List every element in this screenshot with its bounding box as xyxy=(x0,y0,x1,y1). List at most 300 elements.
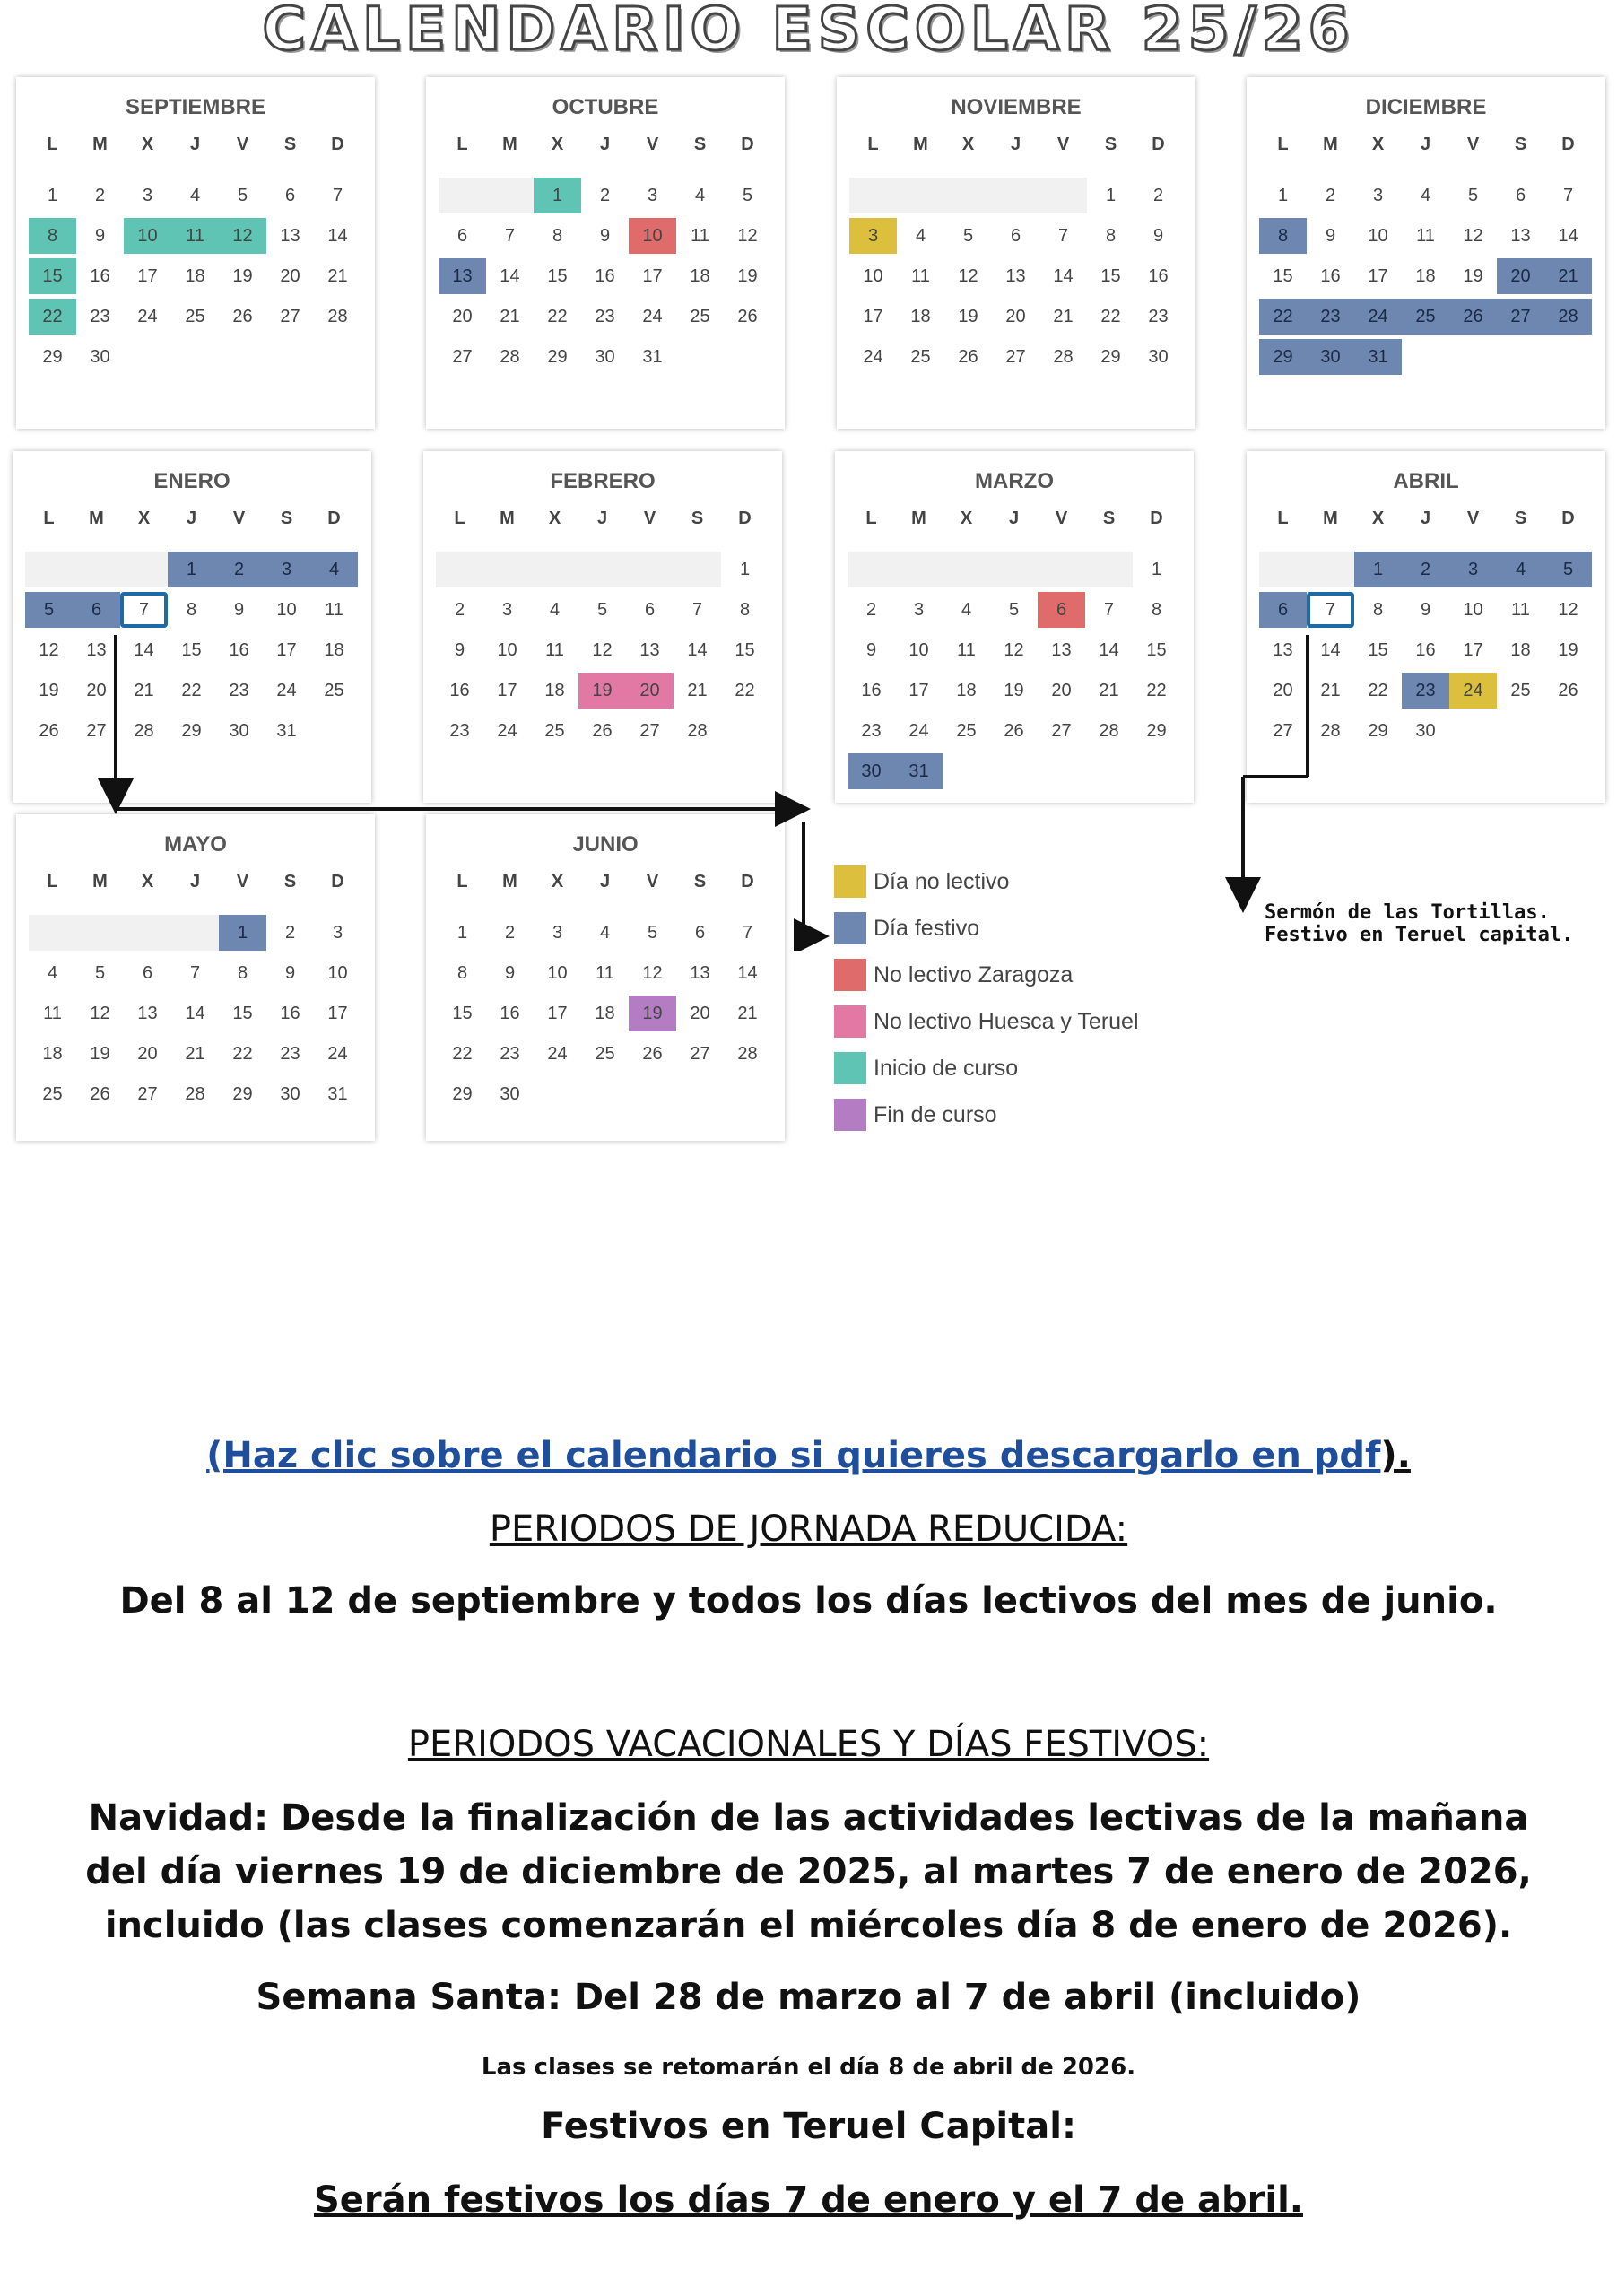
day-cell[interactable]: 9 xyxy=(284,963,296,983)
day-cell[interactable]: 17 xyxy=(1463,640,1483,660)
day-cell[interactable]: 16 xyxy=(500,1004,520,1023)
day-cell[interactable]: 18 xyxy=(42,1044,63,1064)
day-cell[interactable]: 26 xyxy=(232,307,253,326)
day-cell[interactable]: 16 xyxy=(1148,266,1169,286)
day-cell[interactable]: 17 xyxy=(908,681,929,700)
day-cell[interactable]: 14 xyxy=(1099,640,1119,660)
day-cell[interactable]: 19 xyxy=(958,307,978,326)
day-cell[interactable]: 22 xyxy=(1259,299,1307,335)
day-cell[interactable]: 21 xyxy=(1320,681,1341,700)
day-cell[interactable]: 30 xyxy=(90,347,110,367)
day-cell[interactable]: 7 xyxy=(120,592,168,628)
day-cell[interactable]: 15 xyxy=(1100,266,1121,286)
day-cell[interactable]: 9 xyxy=(504,963,516,983)
day-cell[interactable]: 10 xyxy=(124,218,171,254)
day-cell[interactable]: 27 xyxy=(452,347,473,367)
day-cell[interactable]: 23 xyxy=(1307,299,1354,335)
day-cell[interactable]: 9 xyxy=(94,226,106,246)
day-cell[interactable]: 15 xyxy=(181,640,202,660)
day-cell[interactable]: 24 xyxy=(497,721,517,741)
day-cell[interactable]: 1 xyxy=(219,915,266,951)
day-cell[interactable]: 17 xyxy=(863,307,883,326)
day-cell[interactable]: 23 xyxy=(280,1044,300,1064)
day-cell[interactable]: 12 xyxy=(219,218,266,254)
day-cell[interactable]: 14 xyxy=(1558,226,1578,246)
day-cell[interactable]: 28 xyxy=(500,347,520,367)
day-cell[interactable]: 22 xyxy=(181,681,202,700)
day-cell[interactable]: 14 xyxy=(1053,266,1074,286)
day-cell[interactable]: 5 xyxy=(25,592,73,628)
day-cell[interactable]: 8 xyxy=(552,226,563,246)
day-cell[interactable]: 21 xyxy=(1544,258,1592,294)
day-cell[interactable]: 13 xyxy=(690,963,710,983)
day-cell[interactable]: 16 xyxy=(449,681,470,700)
day-cell[interactable]: 21 xyxy=(737,1004,758,1023)
day-cell[interactable]: 12 xyxy=(1004,640,1024,660)
day-cell[interactable]: 28 xyxy=(1320,721,1341,741)
day-cell[interactable]: 12 xyxy=(39,640,59,660)
day-cell[interactable]: 13 xyxy=(639,640,660,660)
day-cell[interactable]: 21 xyxy=(327,266,348,286)
day-cell[interactable]: 18 xyxy=(324,640,344,660)
day-cell[interactable]: 26 xyxy=(958,347,978,367)
day-cell[interactable]: 21 xyxy=(500,307,520,326)
day-cell[interactable]: 14 xyxy=(500,266,520,286)
day-cell[interactable]: 5 xyxy=(1544,552,1592,587)
day-cell[interactable]: 7 xyxy=(504,226,516,246)
day-cell[interactable]: 30 xyxy=(848,753,895,789)
download-link[interactable]: (Haz clic sobre el calendario si quieres descargarlo en pdf xyxy=(206,1435,1381,1476)
day-cell[interactable]: 14 xyxy=(1320,640,1341,660)
day-cell[interactable]: 14 xyxy=(185,1004,205,1023)
day-cell[interactable]: 13 xyxy=(1273,640,1293,660)
day-cell[interactable]: 31 xyxy=(642,347,663,367)
day-cell[interactable]: 29 xyxy=(452,1084,473,1104)
day-cell[interactable]: 27 xyxy=(86,721,107,741)
day-cell[interactable]: 26 xyxy=(642,1044,663,1064)
day-cell[interactable]: 28 xyxy=(687,721,708,741)
day-cell[interactable]: 23 xyxy=(449,721,470,741)
day-cell[interactable]: 4 xyxy=(1420,186,1431,205)
day-cell[interactable]: 19 xyxy=(629,996,676,1031)
day-cell[interactable]: 4 xyxy=(961,600,972,620)
day-cell[interactable]: 15 xyxy=(1273,266,1293,286)
day-cell[interactable]: 23 xyxy=(500,1044,520,1064)
day-cell[interactable]: 6 xyxy=(142,963,153,983)
day-cell[interactable]: 16 xyxy=(280,1004,300,1023)
day-cell[interactable]: 30 xyxy=(280,1084,300,1104)
day-cell[interactable]: 18 xyxy=(185,266,205,286)
day-cell[interactable]: 7 xyxy=(1057,226,1069,246)
day-cell[interactable]: 18 xyxy=(595,1004,615,1023)
day-cell[interactable]: 18 xyxy=(910,307,931,326)
day-cell[interactable]: 12 xyxy=(1558,600,1578,620)
day-cell[interactable]: 27 xyxy=(280,307,300,326)
day-cell[interactable]: 17 xyxy=(137,266,158,286)
day-cell[interactable]: 21 xyxy=(1099,681,1119,700)
day-cell[interactable]: 14 xyxy=(737,963,758,983)
day-cell[interactable]: 11 xyxy=(325,600,343,620)
day-cell[interactable]: 31 xyxy=(895,753,943,789)
day-cell[interactable]: 6 xyxy=(694,923,706,943)
day-cell[interactable]: 17 xyxy=(327,1004,348,1023)
day-cell[interactable]: 4 xyxy=(189,186,201,205)
day-cell[interactable]: 17 xyxy=(276,640,297,660)
day-cell[interactable]: 3 xyxy=(332,923,343,943)
day-cell[interactable]: 25 xyxy=(1510,681,1531,700)
day-cell[interactable]: 9 xyxy=(233,600,245,620)
day-cell[interactable]: 4 xyxy=(549,600,561,620)
day-cell[interactable]: 6 xyxy=(1515,186,1526,205)
day-cell[interactable]: 28 xyxy=(327,307,348,326)
day-cell[interactable]: 3 xyxy=(913,600,925,620)
day-cell[interactable]: 15 xyxy=(1368,640,1388,660)
day-cell[interactable]: 23 xyxy=(229,681,249,700)
day-cell[interactable]: 20 xyxy=(1005,307,1026,326)
day-cell[interactable]: 20 xyxy=(626,673,674,709)
day-cell[interactable]: 22 xyxy=(1146,681,1167,700)
day-cell[interactable]: 12 xyxy=(1463,226,1483,246)
day-cell[interactable]: 13 xyxy=(280,226,300,246)
day-cell[interactable]: 3 xyxy=(552,923,563,943)
day-cell[interactable]: 3 xyxy=(1372,186,1384,205)
day-cell[interactable]: 5 xyxy=(962,226,974,246)
day-cell[interactable]: 30 xyxy=(229,721,249,741)
day-cell[interactable]: 1 xyxy=(1354,552,1402,587)
day-cell[interactable]: 10 xyxy=(547,963,568,983)
day-cell[interactable]: 6 xyxy=(73,592,120,628)
day-cell[interactable]: 18 xyxy=(1510,640,1531,660)
day-cell[interactable]: 6 xyxy=(1010,226,1021,246)
day-cell[interactable]: 8 xyxy=(29,218,76,254)
day-cell[interactable]: 4 xyxy=(47,963,58,983)
day-cell[interactable]: 24 xyxy=(1449,673,1497,709)
day-cell[interactable]: 8 xyxy=(237,963,248,983)
day-cell[interactable]: 22 xyxy=(232,1044,253,1064)
day-cell[interactable]: 26 xyxy=(1449,299,1497,335)
day-cell[interactable]: 2 xyxy=(1402,552,1449,587)
day-cell[interactable]: 18 xyxy=(956,681,977,700)
day-cell[interactable]: 13 xyxy=(137,1004,158,1023)
day-cell[interactable]: 16 xyxy=(90,266,110,286)
day-cell[interactable]: 24 xyxy=(863,347,883,367)
day-cell[interactable]: 1 xyxy=(534,178,581,213)
day-cell[interactable]: 12 xyxy=(737,226,758,246)
day-cell[interactable]: 23 xyxy=(861,721,882,741)
day-cell[interactable]: 28 xyxy=(1099,721,1119,741)
day-cell[interactable]: 12 xyxy=(592,640,613,660)
day-cell[interactable]: 28 xyxy=(185,1084,205,1104)
day-cell[interactable]: 3 xyxy=(501,600,513,620)
day-cell[interactable]: 15 xyxy=(29,258,76,294)
day-cell[interactable]: 14 xyxy=(687,640,708,660)
day-cell[interactable]: 2 xyxy=(1325,186,1336,205)
day-cell[interactable]: 25 xyxy=(42,1084,63,1104)
day-cell[interactable]: 24 xyxy=(547,1044,568,1064)
day-cell[interactable]: 1 xyxy=(168,552,215,587)
day-cell[interactable]: 24 xyxy=(908,721,929,741)
day-cell[interactable]: 17 xyxy=(547,1004,568,1023)
day-cell[interactable]: 2 xyxy=(865,600,877,620)
day-cell[interactable]: 3 xyxy=(1449,552,1497,587)
day-cell[interactable]: 13 xyxy=(1510,226,1531,246)
day-cell[interactable]: 25 xyxy=(595,1044,615,1064)
day-cell[interactable]: 5 xyxy=(1008,600,1020,620)
day-cell[interactable]: 16 xyxy=(861,681,882,700)
day-cell[interactable]: 9 xyxy=(454,640,465,660)
day-cell[interactable]: 26 xyxy=(1004,721,1024,741)
day-cell[interactable]: 15 xyxy=(547,266,568,286)
day-cell[interactable]: 23 xyxy=(595,307,615,326)
day-cell[interactable]: 13 xyxy=(1051,640,1072,660)
day-cell[interactable]: 11 xyxy=(545,640,564,660)
day-cell[interactable]: 28 xyxy=(1053,347,1074,367)
day-cell[interactable]: 17 xyxy=(1368,266,1388,286)
day-cell[interactable]: 23 xyxy=(1402,673,1449,709)
day-cell[interactable]: 18 xyxy=(690,266,710,286)
day-cell[interactable]: 4 xyxy=(599,923,611,943)
day-cell[interactable]: 23 xyxy=(1148,307,1169,326)
day-cell[interactable]: 23 xyxy=(90,307,110,326)
day-cell[interactable]: 17 xyxy=(497,681,517,700)
day-cell[interactable]: 30 xyxy=(1415,721,1436,741)
day-cell[interactable]: 20 xyxy=(86,681,107,700)
day-cell[interactable]: 22 xyxy=(735,681,755,700)
day-cell[interactable]: 7 xyxy=(1103,600,1115,620)
day-cell[interactable]: 18 xyxy=(544,681,565,700)
day-cell[interactable]: 27 xyxy=(690,1044,710,1064)
day-cell[interactable]: 30 xyxy=(500,1084,520,1104)
day-cell[interactable]: 12 xyxy=(642,963,663,983)
day-cell[interactable]: 24 xyxy=(137,307,158,326)
day-cell[interactable]: 30 xyxy=(1307,339,1354,375)
day-cell[interactable]: 13 xyxy=(86,640,107,660)
day-cell[interactable]: 9 xyxy=(599,226,611,246)
day-cell[interactable]: 21 xyxy=(134,681,154,700)
day-cell[interactable]: 22 xyxy=(547,307,568,326)
day-cell[interactable]: 2 xyxy=(215,552,263,587)
day-cell[interactable]: 19 xyxy=(737,266,758,286)
day-cell[interactable]: 11 xyxy=(1511,600,1530,620)
day-cell[interactable]: 2 xyxy=(284,923,296,943)
day-cell[interactable]: 1 xyxy=(1277,186,1289,205)
day-cell[interactable]: 27 xyxy=(639,721,660,741)
day-cell[interactable]: 11 xyxy=(43,1004,62,1023)
day-cell[interactable]: 10 xyxy=(497,640,517,660)
day-cell[interactable]: 11 xyxy=(911,266,930,286)
day-cell[interactable]: 5 xyxy=(237,186,248,205)
day-cell[interactable]: 29 xyxy=(1100,347,1121,367)
day-cell[interactable]: 10 xyxy=(863,266,883,286)
day-cell[interactable]: 5 xyxy=(647,923,658,943)
day-cell[interactable]: 11 xyxy=(171,218,219,254)
day-cell[interactable]: 16 xyxy=(1320,266,1341,286)
day-cell[interactable]: 25 xyxy=(910,347,931,367)
day-cell[interactable]: 29 xyxy=(1146,721,1167,741)
day-cell[interactable]: 1 xyxy=(1105,186,1117,205)
day-cell[interactable]: 2 xyxy=(599,186,611,205)
day-cell[interactable]: 28 xyxy=(134,721,154,741)
day-cell[interactable]: 21 xyxy=(1053,307,1074,326)
day-cell[interactable]: 28 xyxy=(737,1044,758,1064)
day-cell[interactable]: 29 xyxy=(181,721,202,741)
day-cell[interactable]: 25 xyxy=(324,681,344,700)
day-cell[interactable]: 27 xyxy=(137,1084,158,1104)
day-cell[interactable]: 24 xyxy=(276,681,297,700)
day-cell[interactable]: 6 xyxy=(1038,592,1085,628)
day-cell[interactable]: 12 xyxy=(958,266,978,286)
day-cell[interactable]: 22 xyxy=(1368,681,1388,700)
day-cell[interactable]: 6 xyxy=(644,600,656,620)
day-cell[interactable]: 26 xyxy=(592,721,613,741)
day-cell[interactable]: 4 xyxy=(310,552,358,587)
day-cell[interactable]: 3 xyxy=(142,186,153,205)
day-cell[interactable]: 7 xyxy=(1307,592,1354,628)
day-cell[interactable]: 7 xyxy=(742,923,753,943)
day-cell[interactable]: 19 xyxy=(1558,640,1578,660)
day-cell[interactable]: 10 xyxy=(276,600,297,620)
day-cell[interactable]: 19 xyxy=(232,266,253,286)
day-cell[interactable]: 5 xyxy=(596,600,608,620)
day-cell[interactable]: 20 xyxy=(452,307,473,326)
day-cell[interactable]: 17 xyxy=(642,266,663,286)
day-cell[interactable]: 4 xyxy=(694,186,706,205)
day-cell[interactable]: 27 xyxy=(1497,299,1544,335)
day-cell[interactable]: 20 xyxy=(1497,258,1544,294)
day-cell[interactable]: 20 xyxy=(690,1004,710,1023)
day-cell[interactable]: 19 xyxy=(39,681,59,700)
day-cell[interactable]: 27 xyxy=(1051,721,1072,741)
day-cell[interactable]: 10 xyxy=(1368,226,1388,246)
day-cell[interactable]: 10 xyxy=(327,963,348,983)
day-cell[interactable]: 9 xyxy=(865,640,877,660)
day-cell[interactable]: 25 xyxy=(544,721,565,741)
day-cell[interactable]: 12 xyxy=(90,1004,110,1023)
day-cell[interactable]: 10 xyxy=(1463,600,1483,620)
day-cell[interactable]: 15 xyxy=(735,640,755,660)
day-cell[interactable]: 8 xyxy=(186,600,197,620)
day-cell[interactable]: 9 xyxy=(1152,226,1164,246)
day-cell[interactable]: 29 xyxy=(1259,339,1307,375)
day-cell[interactable]: 5 xyxy=(1467,186,1479,205)
day-cell[interactable]: 4 xyxy=(1497,552,1544,587)
day-cell[interactable]: 29 xyxy=(1368,721,1388,741)
day-cell[interactable]: 19 xyxy=(578,673,626,709)
day-cell[interactable]: 26 xyxy=(1558,681,1578,700)
day-cell[interactable]: 8 xyxy=(456,963,468,983)
day-cell[interactable]: 14 xyxy=(134,640,154,660)
day-cell[interactable]: 15 xyxy=(232,1004,253,1023)
day-cell[interactable]: 11 xyxy=(596,963,614,983)
day-cell[interactable]: 7 xyxy=(189,963,201,983)
day-cell[interactable]: 7 xyxy=(1562,186,1574,205)
day-cell[interactable]: 16 xyxy=(229,640,249,660)
day-cell[interactable]: 22 xyxy=(29,299,76,335)
day-cell[interactable]: 19 xyxy=(1004,681,1024,700)
day-cell[interactable]: 4 xyxy=(915,226,926,246)
day-cell[interactable]: 20 xyxy=(1273,681,1293,700)
day-cell[interactable]: 11 xyxy=(957,640,976,660)
day-cell[interactable]: 26 xyxy=(39,721,59,741)
day-cell[interactable]: 31 xyxy=(327,1084,348,1104)
day-cell[interactable]: 26 xyxy=(90,1084,110,1104)
day-cell[interactable]: 25 xyxy=(690,307,710,326)
day-cell[interactable]: 31 xyxy=(276,721,297,741)
day-cell[interactable]: 5 xyxy=(742,186,753,205)
day-cell[interactable]: 11 xyxy=(1416,226,1435,246)
day-cell[interactable]: 29 xyxy=(547,347,568,367)
day-cell[interactable]: 16 xyxy=(595,266,615,286)
day-cell[interactable]: 3 xyxy=(263,552,310,587)
day-cell[interactable]: 18 xyxy=(1415,266,1436,286)
day-cell[interactable]: 8 xyxy=(1151,600,1162,620)
day-cell[interactable]: 5 xyxy=(94,963,106,983)
day-cell[interactable]: 20 xyxy=(280,266,300,286)
day-cell[interactable]: 16 xyxy=(1415,640,1436,660)
day-cell[interactable]: 26 xyxy=(737,307,758,326)
day-cell[interactable]: 1 xyxy=(47,186,58,205)
day-cell[interactable]: 20 xyxy=(1051,681,1072,700)
day-cell[interactable]: 8 xyxy=(739,600,751,620)
day-cell[interactable]: 1 xyxy=(456,923,468,943)
day-cell[interactable]: 27 xyxy=(1273,721,1293,741)
day-cell[interactable]: 24 xyxy=(327,1044,348,1064)
day-cell[interactable]: 2 xyxy=(1152,186,1164,205)
day-cell[interactable]: 6 xyxy=(1259,592,1307,628)
day-cell[interactable]: 1 xyxy=(739,560,751,579)
day-cell[interactable]: 31 xyxy=(1354,339,1402,375)
day-cell[interactable]: 20 xyxy=(137,1044,158,1064)
day-cell[interactable]: 29 xyxy=(232,1084,253,1104)
day-cell[interactable]: 19 xyxy=(1463,266,1483,286)
day-cell[interactable]: 11 xyxy=(691,226,709,246)
day-cell[interactable]: 25 xyxy=(956,721,977,741)
day-cell[interactable]: 6 xyxy=(284,186,296,205)
day-cell[interactable]: 2 xyxy=(504,923,516,943)
day-cell[interactable]: 22 xyxy=(1100,307,1121,326)
day-cell[interactable]: 21 xyxy=(687,681,708,700)
day-cell[interactable]: 8 xyxy=(1372,600,1384,620)
day-cell[interactable]: 7 xyxy=(332,186,343,205)
day-cell[interactable]: 25 xyxy=(1402,299,1449,335)
day-cell[interactable]: 6 xyxy=(456,226,468,246)
day-cell[interactable]: 3 xyxy=(647,186,658,205)
day-cell[interactable]: 10 xyxy=(629,218,676,254)
day-cell[interactable]: 10 xyxy=(908,640,929,660)
day-cell[interactable]: 2 xyxy=(454,600,465,620)
day-cell[interactable]: 9 xyxy=(1420,600,1431,620)
day-cell[interactable]: 7 xyxy=(691,600,703,620)
day-cell[interactable]: 27 xyxy=(1005,347,1026,367)
day-cell[interactable]: 24 xyxy=(1354,299,1402,335)
day-cell[interactable]: 29 xyxy=(42,347,63,367)
day-cell[interactable]: 8 xyxy=(1259,218,1307,254)
day-cell[interactable]: 9 xyxy=(1325,226,1336,246)
day-cell[interactable]: 28 xyxy=(1544,299,1592,335)
day-cell[interactable]: 3 xyxy=(849,218,897,254)
day-cell[interactable]: 2 xyxy=(94,186,106,205)
day-cell[interactable]: 13 xyxy=(1005,266,1026,286)
day-cell[interactable]: 1 xyxy=(1151,560,1162,579)
day-cell[interactable]: 30 xyxy=(1148,347,1169,367)
day-cell[interactable]: 30 xyxy=(595,347,615,367)
day-cell[interactable]: 22 xyxy=(452,1044,473,1064)
day-cell[interactable]: 8 xyxy=(1105,226,1117,246)
day-cell[interactable]: 14 xyxy=(327,226,348,246)
day-cell[interactable]: 24 xyxy=(642,307,663,326)
day-cell[interactable]: 15 xyxy=(1146,640,1167,660)
day-cell[interactable]: 21 xyxy=(185,1044,205,1064)
